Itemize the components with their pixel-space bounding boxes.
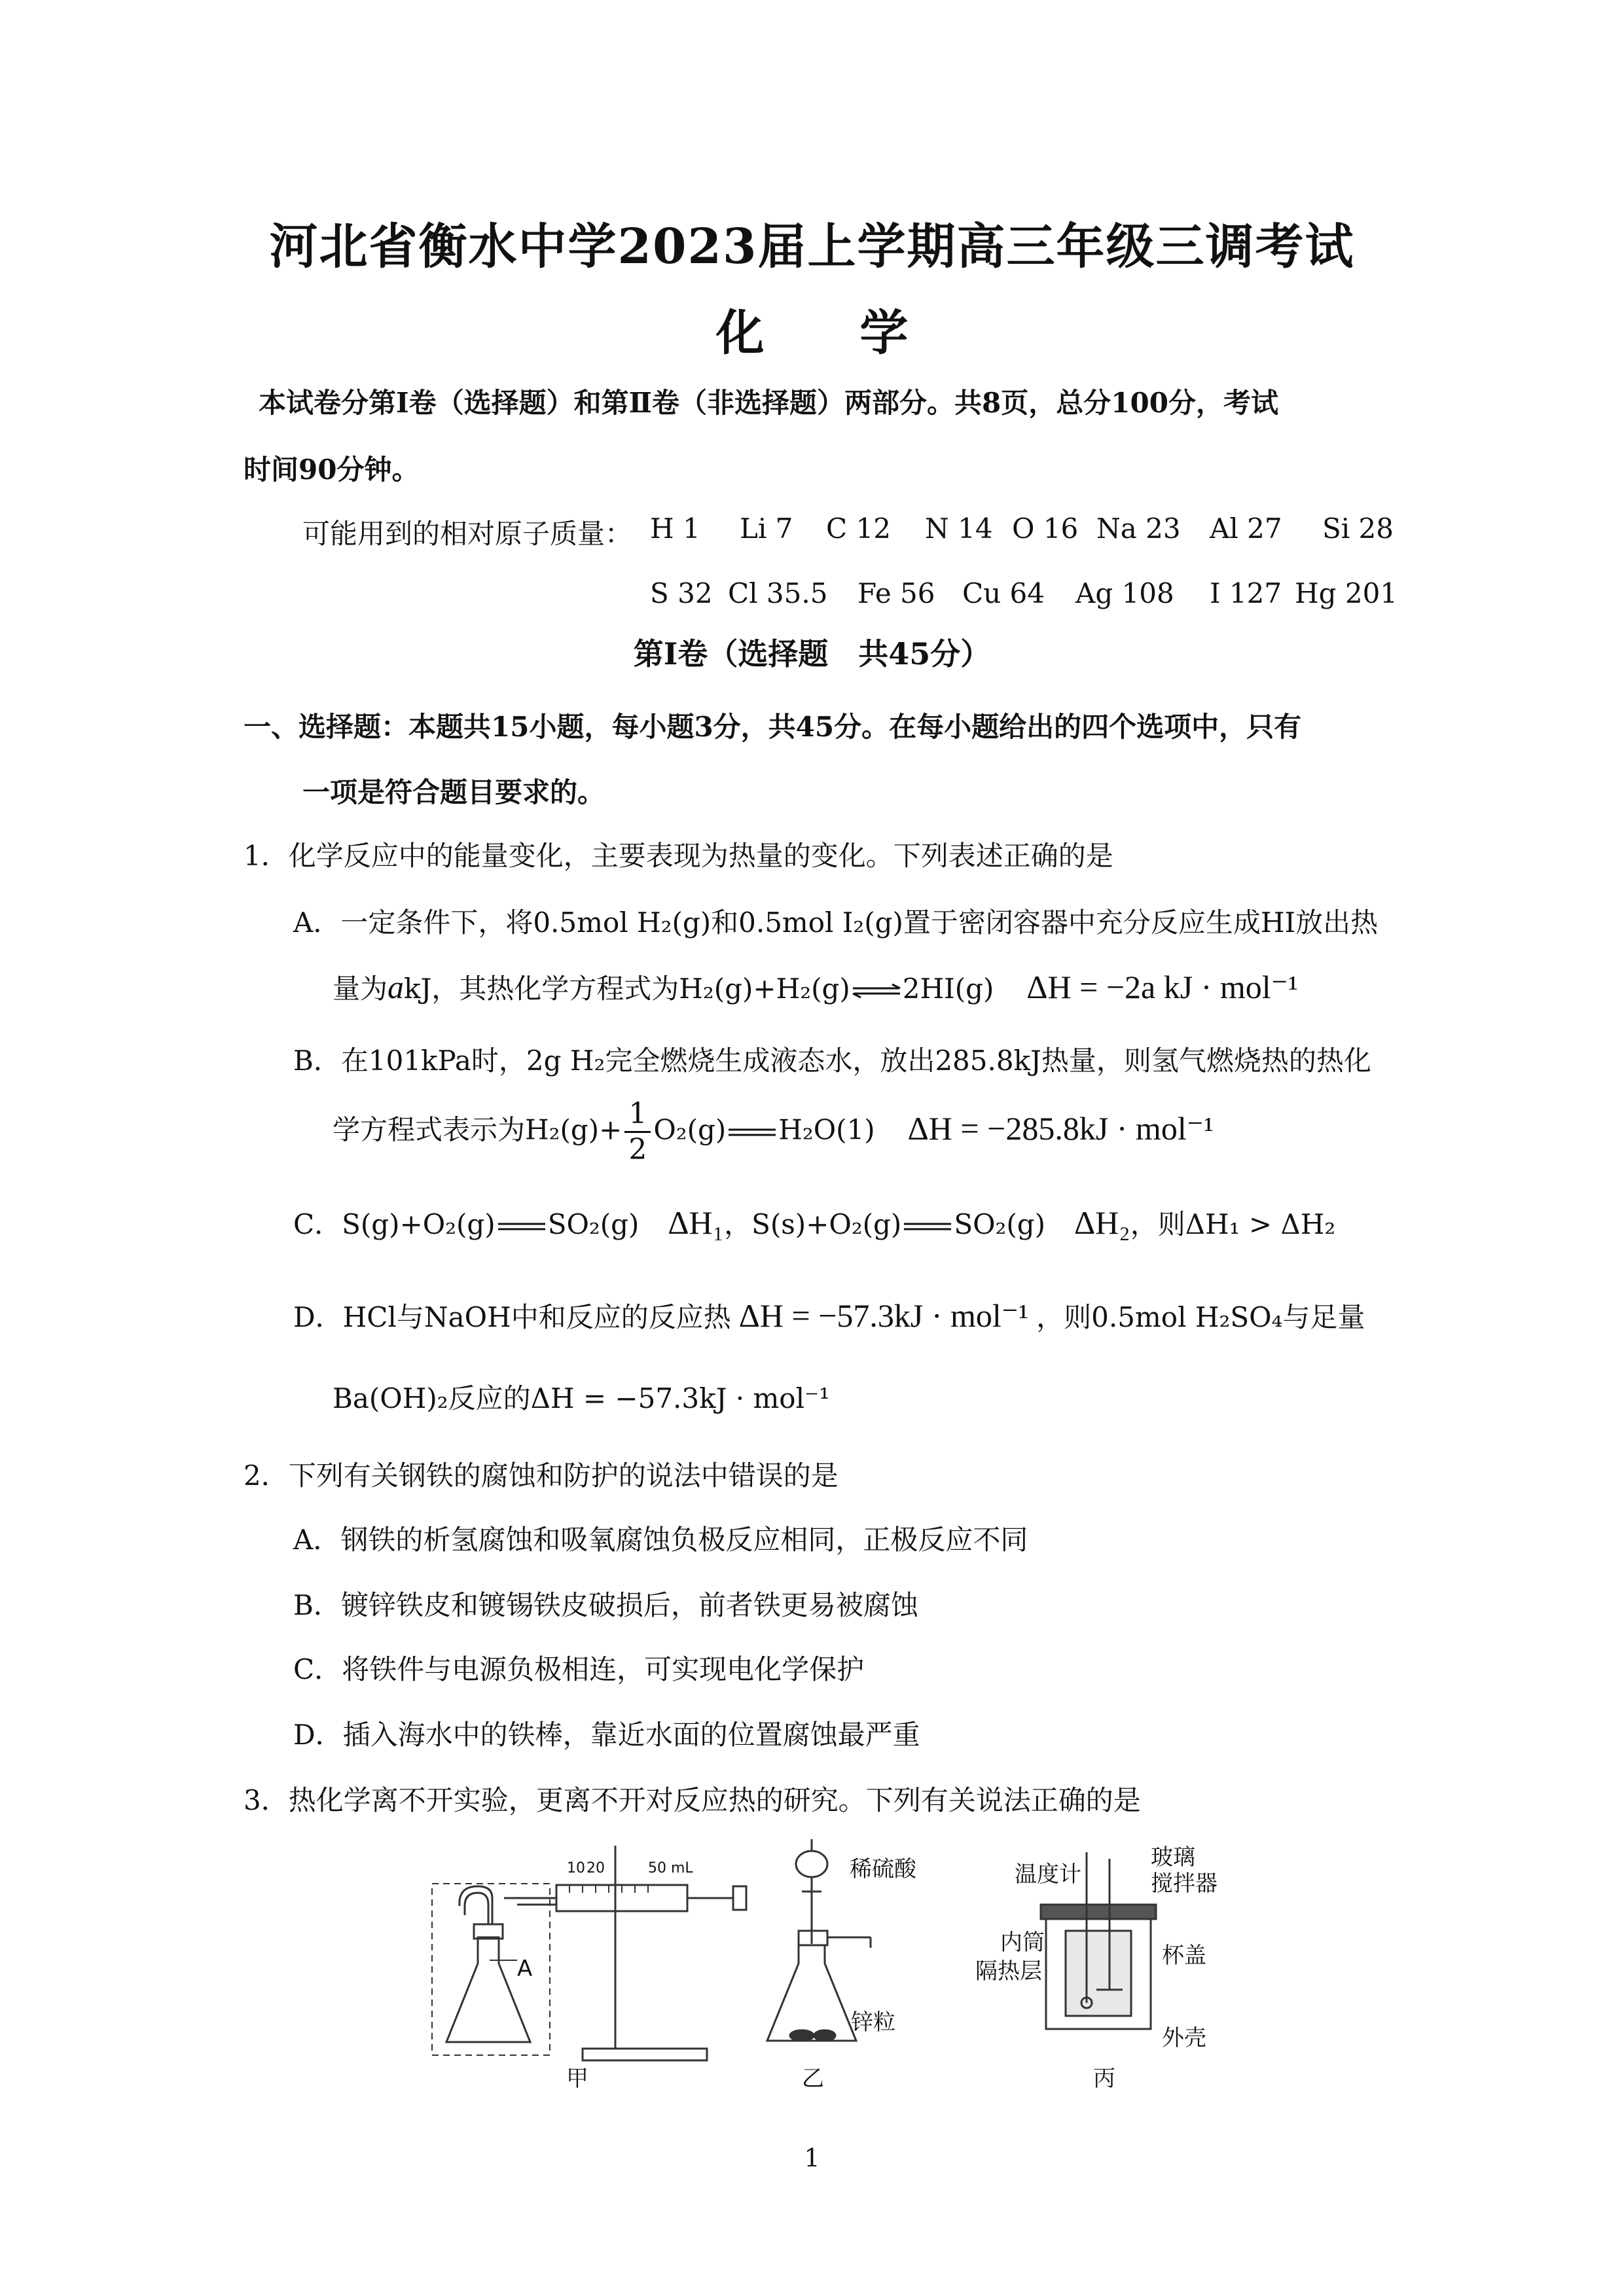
- atomic-mass-cu: Cu 64: [962, 577, 1045, 609]
- atomic-mass-label: 可能用到的相对原子质量：: [302, 518, 633, 550]
- text: ，则ΔH₁ > ΔH₂: [1130, 1208, 1336, 1240]
- label-stirrer: 搅拌器: [1151, 1871, 1218, 1897]
- intro-line-2: 时间90分钟。: [244, 454, 420, 486]
- text: SO₂(g): [547, 1208, 640, 1240]
- atomic-mass-li: Li 7: [740, 512, 793, 545]
- equals-arrow-icon: [726, 1124, 778, 1140]
- text: 2HI(g): [902, 973, 994, 1005]
- question-1-option-b-line-1: B．在101kPa时，2g H₂完全燃烧生成液态水，放出285.8kJ热量，则氢气燃烧热的热化: [293, 1045, 1371, 1077]
- text: ，则0.5mol H₂SO₄与足量: [1036, 1301, 1365, 1333]
- question-1-option-d-line-2: Ba(OH)₂反应的ΔH = −57.3kJ · mol⁻¹: [333, 1382, 831, 1414]
- caption-bing: 丙: [1093, 2066, 1115, 2092]
- fraction-denominator: 2: [628, 1133, 647, 1166]
- enthalpy-a: ΔH = −2a kJ · mol⁻¹: [1026, 969, 1298, 1005]
- fraction-one-half: [624, 1097, 651, 1167]
- label-lid: 杯盖: [1162, 1943, 1206, 1969]
- label-inner-cup: 内筒: [1000, 1929, 1045, 1956]
- atomic-mass-ag: Ag 108: [1075, 577, 1174, 609]
- atomic-mass-s: S 32: [650, 577, 713, 609]
- equals-arrow-icon: [496, 1219, 548, 1234]
- atomic-mass-o: O 16: [1012, 512, 1079, 545]
- text: 学方程式表示为H₂(g)+: [333, 1113, 623, 1146]
- text: kJ，其热化学方程式为H₂(g)+H₂(g): [404, 973, 850, 1005]
- apparatus-figure: [419, 1833, 1283, 2094]
- text: ，S(s)+O₂(g): [724, 1208, 902, 1240]
- enthalpy-b: ΔH = −285.8kJ · mol⁻¹: [907, 1109, 1214, 1147]
- atomic-mass-h: H 1: [650, 512, 700, 545]
- question-1-option-c: [293, 1203, 1335, 1242]
- enthalpy-c1: ΔH₁: [668, 1204, 725, 1241]
- atomic-mass-si: Si 28: [1322, 512, 1394, 545]
- label-thermometer: 温度计: [1015, 1861, 1081, 1888]
- atomic-mass-i: I 127: [1210, 577, 1282, 609]
- atomic-mass-hg: Hg 201: [1295, 577, 1398, 609]
- equals-arrow-icon: [901, 1219, 954, 1234]
- question-1-option-b-line-2: [333, 1097, 1214, 1167]
- text: D．HCl与NaOH中和反应的反应热: [293, 1301, 731, 1333]
- atomic-mass-c: C 12: [826, 512, 891, 545]
- syringe-tick-10: 10: [567, 1860, 585, 1876]
- question-1-stem: 1．化学反应中的能量变化，主要表现为热量的变化。下列表述正确的是: [244, 840, 1113, 872]
- variable-a: a: [388, 969, 405, 1005]
- label-insulation: 隔热层: [975, 1958, 1042, 1984]
- enthalpy-c2: ΔH₂: [1074, 1204, 1130, 1241]
- intro-line-1: 本试卷分第Ⅰ卷（选择题）和第Ⅱ卷（非选择题）两部分。共8页，总分100分，考试: [259, 387, 1278, 419]
- section-instruction-1: 一、选择题：本题共15小题，每小题3分，共45分。在每小题给出的四个选项中，只有: [244, 711, 1302, 743]
- label-outer-shell: 外壳: [1162, 2025, 1206, 2051]
- atomic-mass-fe: Fe 56: [857, 577, 935, 609]
- caption-yi: 乙: [802, 2066, 824, 2092]
- question-2-stem: 2．下列有关钢铁的腐蚀和防护的说法中错误的是: [244, 1460, 839, 1492]
- atomic-mass-al: Al 27: [1210, 512, 1282, 545]
- text: C．S(g)+O₂(g): [293, 1208, 496, 1240]
- apparatus-jia: [432, 1846, 746, 2060]
- label-dilute-sulfuric-acid: 稀硫酸: [850, 1856, 916, 1882]
- text: O₂(g): [653, 1113, 727, 1146]
- exam-title: 河北省衡水中学2023届上学期高三年级三调考试: [269, 219, 1355, 275]
- question-2-option-b: B．镀锌铁皮和镀锡铁皮破损后，前者铁更易被腐蚀: [293, 1589, 918, 1621]
- fraction-numerator: 1: [624, 1097, 651, 1133]
- question-2-option-a: A．钢铁的析氢腐蚀和吸氧腐蚀负极反应相同，正极反应不同: [293, 1524, 1028, 1556]
- reversible-arrow-icon: [850, 983, 903, 999]
- question-1-option-a-line-2: [333, 967, 1298, 1007]
- section-heading: 第Ⅰ卷（选择题 共45分）: [633, 636, 991, 672]
- subject-title: 化 学: [715, 305, 948, 361]
- page-number: 1: [804, 2144, 820, 2172]
- syringe-tick-20: 20: [586, 1860, 605, 1876]
- atomic-mass-cl: Cl 35.5: [728, 577, 828, 609]
- text: SO₂(g): [954, 1208, 1046, 1240]
- question-2-option-c: C．将铁件与电源负极相连，可实现电化学保护: [293, 1653, 865, 1685]
- label-a: A: [517, 1956, 533, 1982]
- text: 量为: [333, 973, 388, 1005]
- atomic-mass-na: Na 23: [1096, 512, 1181, 545]
- label-glass: 玻璃: [1151, 1844, 1195, 1871]
- enthalpy-d: ΔH = −57.3kJ · mol⁻¹: [738, 1297, 1029, 1334]
- question-1-option-d-line-1: [293, 1296, 1365, 1335]
- caption-jia: 甲: [566, 2066, 588, 2092]
- question-2-option-d: D．插入海水中的铁棒，靠近水面的位置腐蚀最严重: [293, 1719, 920, 1751]
- atomic-mass-n: N 14: [925, 512, 993, 545]
- text: H₂O(1): [778, 1113, 875, 1146]
- question-1-option-a-line-1: A．一定条件下，将0.5mol H₂(g)和0.5mol I₂(g)置于密闭容器中充分反应生成HI放出热: [293, 906, 1379, 939]
- section-instruction-2: 一项是符合题目要求的。: [302, 776, 605, 808]
- question-3-stem: 3．热化学离不开实验，更离不开对反应热的研究。下列有关说法正确的是: [244, 1784, 1141, 1816]
- label-zinc-granules: 锌粒: [851, 2009, 895, 2036]
- syringe-tick-50: 50 mL: [648, 1860, 693, 1876]
